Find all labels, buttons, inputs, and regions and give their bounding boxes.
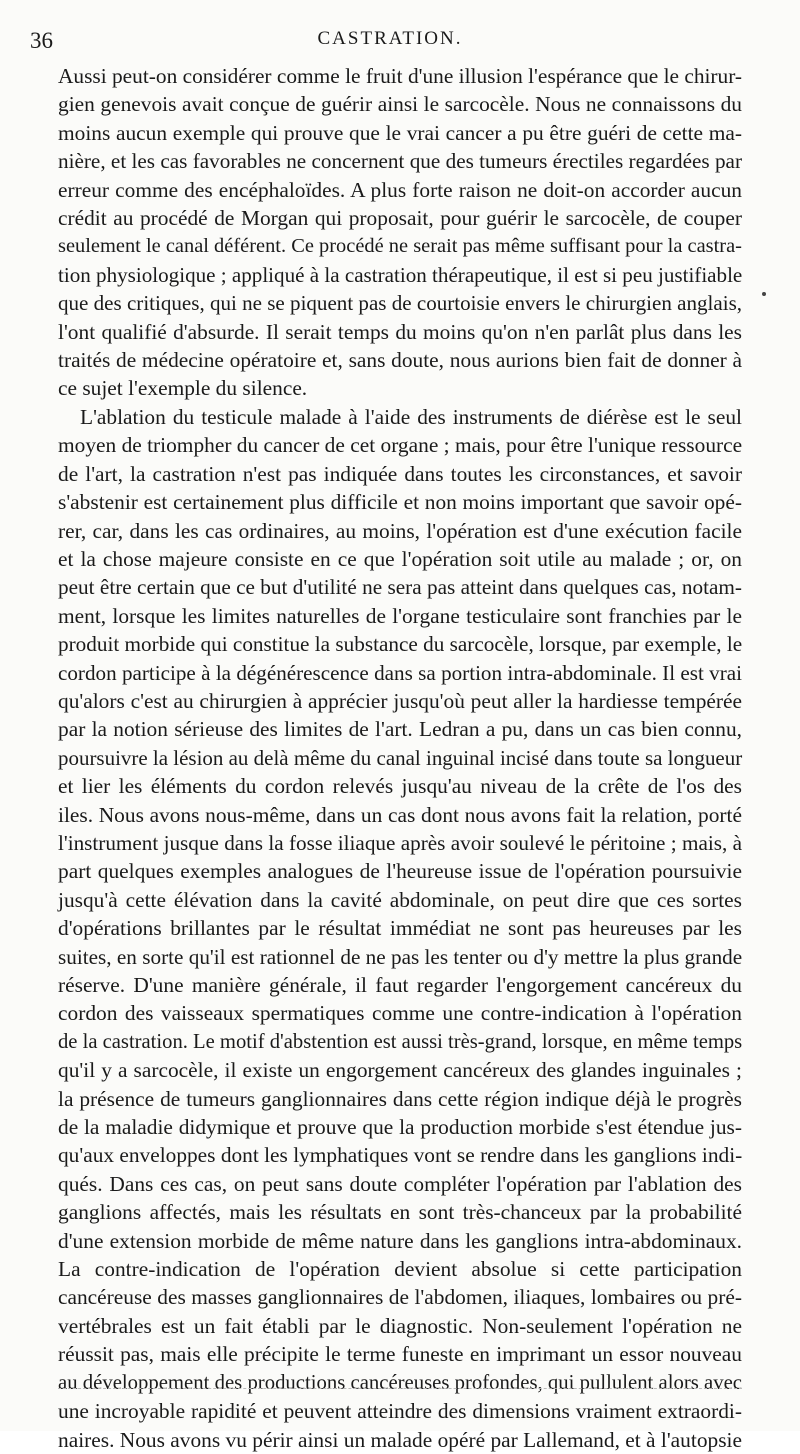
margin-dot — [762, 292, 766, 296]
text-line: suites, en sorte qu'il est rationnel de ne pas les tenter ou d'y mettre la plus grande — [58, 944, 743, 969]
text-line: nière, et les cas favorables ne concernent que des tumeurs érectiles regardées par — [58, 149, 742, 174]
text-line: Aussi peut-on considérer comme le fruit d'une illusion l'espérance que le chirur- — [58, 64, 743, 88]
text-line: que des critiques, qui ne se piquent pas de courtoisie envers le chirurgien anglais, — [58, 291, 743, 316]
text-line: moyen de triompher du cancer de cet organe ; mais, pour être l'unique ressource — [58, 433, 743, 458]
text-line: erreur comme des encéphaloïdes. A plus forte raison ne doit-on accorder aucun — [58, 177, 742, 202]
text-line: naires. Nous avons vu périr ainsi un malade opéré par Lallemand, et à l'autopsie — [58, 1427, 742, 1452]
text-line: et lier les éléments du cordon relevés jusqu'au niveau de la crête de l'os des — [58, 774, 742, 799]
text-line: cordon des vaisseaux spermatiques comme une contre-indication à l'opération — [58, 1001, 742, 1026]
text-line: ment, lorsque les limites naturelles de l'organe testiculaire sont franchies par le — [58, 603, 742, 628]
text-line: qu'aux enveloppes dont les lymphatiques vont se rendre dans les ganglions indi- — [58, 1143, 743, 1168]
text-line: d'une extension morbide de même nature dans les ganglions intra-abdominaux. — [58, 1228, 742, 1253]
text-line: poursuivre la lésion au delà même du canal inguinal incisé dans toute sa longueur — [58, 745, 743, 770]
page-header — [30, 28, 750, 58]
paragraph — [58, 403, 742, 1454]
text-line: ganglions affectés, mais les résultats en sont très-chanceux par la probabilité — [58, 1200, 742, 1225]
text-line: de la castration. Le motif d'abstention est aussi très-grand, lorsque, en même temps — [58, 1030, 743, 1053]
text-line: au développement des productions cancéreuses profondes, qui pullulent alors avec — [58, 1371, 742, 1394]
text-line: de l'art, la castration n'est pas indiquée dans toutes les circonstances, et savoir — [58, 461, 742, 486]
running-title: CASTRATION. — [317, 28, 463, 49]
text-line: par la notion sérieuse des limites de l'art. Ledran a pu, dans un cas bien connu, — [58, 717, 742, 742]
text-line: L'ablation du testicule malade à l'aide des instruments de diérèse est le seul — [80, 404, 742, 429]
text-line: crédit au procédé de Morgan qui proposait, pour guérir le sarcocèle, de couper — [58, 206, 742, 231]
text-line: qu'il y a sarcocèle, il existe un engorgement cancéreux des glandes inguinales ; — [58, 1058, 742, 1083]
page-number: 36 — [30, 28, 53, 53]
text-line: peut être certain que ce but d'utilité ne sera pas atteint dans quelques cas, notam- — [58, 575, 742, 600]
text-line: La contre-indication de l'opération devient absolue si cette participation — [58, 1257, 742, 1282]
body-text — [58, 62, 742, 1454]
text-line: vertébrales est un fait établi par le diagnostic. Non-seulement l'opération ne — [58, 1313, 742, 1338]
text-line: part quelques exemples analogues de l'heureuse issue de l'opération poursuivie — [58, 859, 742, 884]
text-line: produit morbide qui constitue la substance du sarcocèle, lorsque, par exemple, le — [58, 632, 743, 657]
text-line: rer, car, dans les cas ordinaires, au moins, l'opération est d'une exécution facile — [58, 518, 742, 543]
paragraph — [58, 62, 742, 403]
text-line: moins aucun exemple qui prouve que le vrai cancer a pu être guéri de cette ma- — [58, 120, 742, 145]
text-line: la présence de tumeurs ganglionnaires dans cette région indique déjà le progrès — [58, 1086, 742, 1111]
text-line: ce sujet l'exemple du silence. — [58, 376, 308, 401]
text-line: réserve. D'une manière générale, il faut regarder l'engorgement cancéreux du — [58, 973, 742, 997]
text-line: qu'alors c'est au chirurgien à apprécier jusqu'où peut aller la hardiesse tempérée — [58, 688, 742, 713]
text-line: d'opérations brillantes par le résultat immédiat ne sont pas heureuses par les — [58, 916, 742, 941]
text-line: de la maladie didymique et prouve que la production morbide s'est étendue jus- — [58, 1115, 742, 1140]
text-line: l'ont qualifié d'absurde. Il serait temps du moins qu'on n'en parlât plus dans les — [58, 319, 742, 344]
text-line: traités de médecine opératoire et, sans doute, nous aurions bien fait de donner à — [58, 348, 742, 373]
text-line: gien genevois avait conçue de guérir ainsi le sarcocèle. Nous ne connaissons du — [58, 92, 742, 117]
bottom-rule — [58, 1388, 742, 1389]
text-line: tion physiologique ; appliqué à la castration thérapeutique, il est si peu justifiable — [58, 262, 743, 287]
text-line: seulement le canal déférent. Ce procédé ne serait pas même suffisant pour la castra- — [58, 235, 742, 258]
text-line: cordon participe à la dégénérescence dans sa portion intra-abdominale. Il est vrai — [58, 660, 742, 685]
text-line: jusqu'à cette élévation dans la cavité abdominale, on peut dire que ces sortes — [58, 887, 742, 912]
text-line: qués. Dans ces cas, on peut sans doute compléter l'opération par l'ablation des — [58, 1171, 742, 1196]
text-line: réussit pas, mais elle précipite le terme funeste en imprimant un essor nouveau — [58, 1342, 742, 1367]
text-line: et la chose majeure consiste en ce que l'opération soit utile au malade ; or, on — [58, 546, 742, 571]
text-line: s'abstenir est certainement plus difficile et non moins important que savoir opé- — [58, 490, 742, 515]
text-line: l'instrument jusque dans la fosse iliaque après avoir soulevé le péritoine ; mais, à — [58, 830, 742, 855]
text-line: une incroyable rapidité et peuvent atteindre des dimensions vraiment extraordi- — [58, 1399, 742, 1424]
text-line: cancéreuse des masses ganglionnaires de l'abdomen, iliaques, lombaires ou pré- — [58, 1285, 742, 1310]
text-line: iles. Nous avons nous-même, dans un cas dont nous avons fait la relation, porté — [58, 802, 742, 827]
